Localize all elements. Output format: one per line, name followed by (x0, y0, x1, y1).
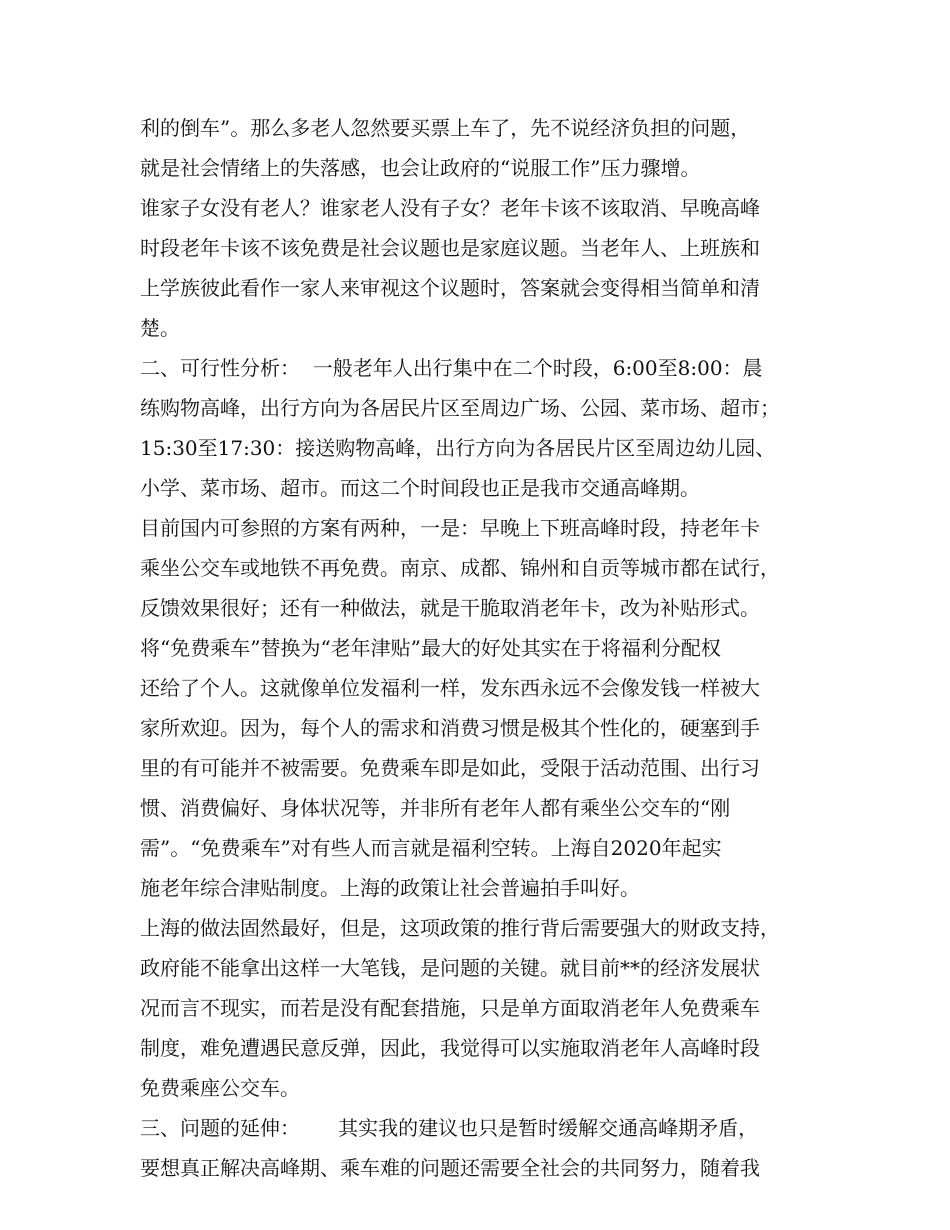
text-line: 目前国内可参照的方案有两种，一是：早晚上下班高峰时段，持老年卡 (140, 516, 760, 540)
text-line: 将“免费乘车”替换为“老年津贴”最大的好处其实在于将福利分配权 (140, 636, 721, 660)
text-line: 制度，难免遭遇民意反弹，因此，我觉得可以实施取消老年人高峰时段 (140, 1036, 760, 1060)
text-line: 练购物高峰，出行方向为各居民片区至周边广场、公园、菜市场、超市； (140, 396, 780, 420)
text-line: 政府能不能拿出这样一大笔钱，是问题的关键。就目前**的经济发展状 (140, 956, 760, 980)
text-line: 楚。 (140, 316, 180, 340)
text-line: 里的有可能并不被需要。免费乘车即是如此，受限于活动范围、出行习 (140, 756, 760, 780)
text-line: 就是社会情绪上的失落感，也会让政府的“说服工作”压力骤增。 (140, 156, 701, 180)
text-line: 还给了个人。这就像单位发福利一样，发东西永远不会像发钱一样被大 (140, 676, 760, 700)
text-line: 惯、消费偏好、身体状况等，并非所有老年人都有乘坐公交车的“刚 (140, 796, 731, 820)
text-line: 乘坐公交车或地铁不再免费。南京、成都、锦州和自贡等城市都在试行， (140, 556, 780, 580)
text-line: 需”。“免费乘车”对有些人而言就是福利空转。上海自2020年起实 (140, 836, 722, 860)
text-line: 15:30至17:30：接送购物高峰，出行方向为各居民片区至周边幼儿园、 (140, 436, 776, 460)
text-line: 要想真正解决高峰期、乘车难的问题还需要全社会的共同努力，随着我 (140, 1156, 760, 1180)
section-heading-line: 三、问题的延伸： 其实我的建议也只是暂时缓解交通高峰期矛盾， (140, 1116, 759, 1140)
text-line: 利的倒车”。那么多老人忽然要买票上车了，先不说经济负担的问题， (140, 116, 751, 140)
text-line: 上学族彼此看作一家人来审视这个议题时，答案就会变得相当简单和清 (140, 276, 760, 300)
text-line: 施老年综合津贴制度。上海的政策让社会普遍拍手叫好。 (140, 876, 640, 900)
text-line: 况而言不现实，而若是没有配套措施，只是单方面取消老年人免费乘车 (140, 996, 760, 1020)
text-line: 谁家子女没有老人？谁家老人没有子女？老年卡该不该取消、早晚高峰 (140, 196, 760, 220)
document-body (140, 108, 830, 1188)
text-line: 时段老年卡该不该免费是社会议题也是家庭议题。当老年人、上班族和 (140, 236, 760, 260)
text-line: 家所欢迎。因为，每个人的需求和消费习惯是极其个性化的，硬塞到手 (140, 716, 760, 740)
text-line: 上海的做法固然最好，但是，这项政策的推行背后需要强大的财政支持， (140, 916, 780, 940)
text-line: 免费乘座公交车。 (140, 1076, 300, 1100)
section-heading-line: 二、可行性分析： 一般老年人出行集中在二个时段，6:00至8:00：晨 (140, 356, 763, 380)
text-line: 小学、菜市场、超市。而这二个时间段也正是我市交通高峰期。 (140, 476, 700, 500)
text-line: 反馈效果很好；还有一种做法，就是干脆取消老年卡，改为补贴形式。 (140, 596, 760, 620)
